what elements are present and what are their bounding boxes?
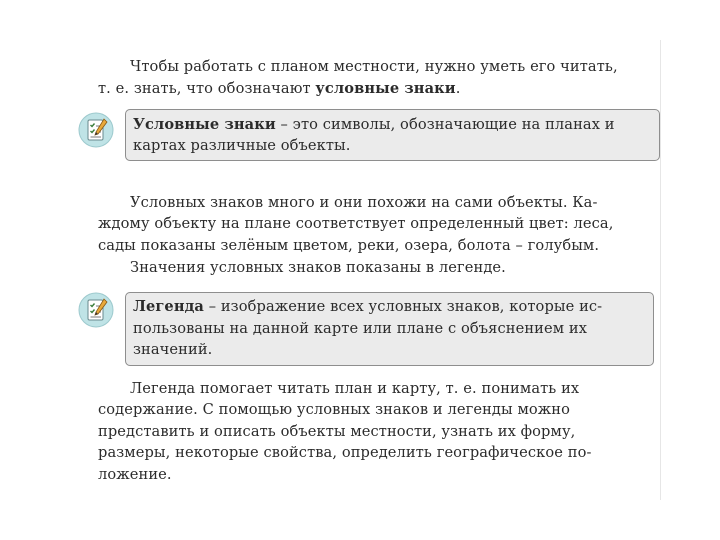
paragraph-2-line-3: представить и описать объекты местности, узнать их форму, <box>98 423 576 440</box>
paragraph-2-line-2: содержание. С помощью условных знаков и легенды можно <box>98 401 571 418</box>
paragraph-2-line-1: Легенда помогает читать план и карту, т. е. понимать их <box>130 380 580 397</box>
definition-1-line-2: картах различные объекты. <box>133 137 351 154</box>
definition-2-line-3: значений. <box>133 341 213 358</box>
checklist-pencil-icon <box>78 292 114 328</box>
definition-2-text: – изображение всех условных знаков, которые ис- <box>203 298 603 315</box>
intro-line-2 <box>98 79 460 99</box>
term-conventional-signs-inline: условные знаки <box>315 80 456 97</box>
page-edge-divider <box>660 40 661 500</box>
intro-line-2-prefix: т. е. знать, что обозначают <box>98 80 316 97</box>
definition-1-text: – это символы, обозначающие на планах и <box>275 116 615 133</box>
paragraph-2-line-4: размеры, некоторые свойства, определить географическое по- <box>98 444 592 461</box>
term-conventional-signs: Условные знаки <box>133 116 276 133</box>
paragraph-1-line-3: сады показаны зелёным цветом, реки, озера, болота – голубым. <box>98 237 600 254</box>
paragraph-1-line-2: ждому объекту на плане соответствует определенный цвет: леса, <box>98 215 614 232</box>
term-legend: Легенда <box>133 298 204 315</box>
intro-line-1: Чтобы работать с планом местности, нужно уметь его читать, <box>130 58 618 75</box>
intro-line-2-suffix: . <box>455 80 461 97</box>
checklist-pencil-icon <box>78 112 114 148</box>
definition-2-line-1 <box>133 297 602 317</box>
definition-1-line-1 <box>133 115 615 135</box>
paragraph-1-line-4: Значения условных знаков показаны в легенде. <box>130 259 506 276</box>
paragraph-1-line-1: Условных знаков много и они похожи на сами объекты. Ка- <box>130 194 598 211</box>
definition-2-line-2: пользованы на данной карте или плане с объяснением их <box>133 320 588 337</box>
paragraph-2-line-5: ложение. <box>98 466 172 483</box>
